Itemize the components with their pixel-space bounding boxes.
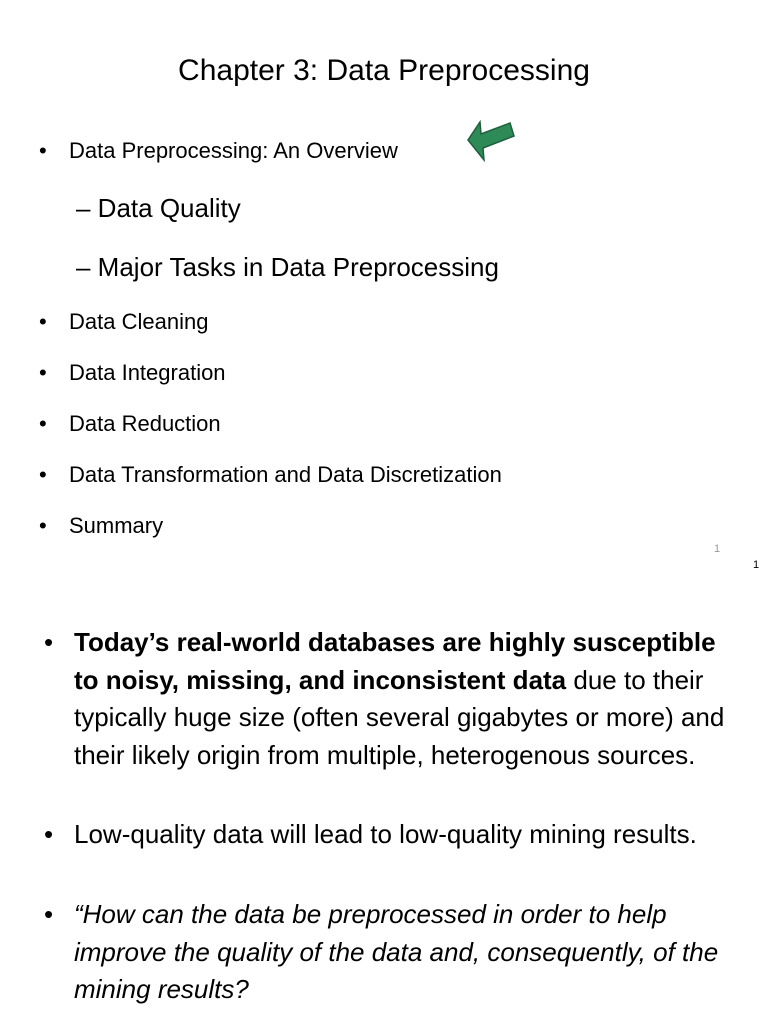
paragraph-bullet-1: • Today’s real-world databases are highly susceptible to noisy, missing, and inconsistent data due to their typically huge size (often several gigabytes or more) and their likely origin from multiple, heterogenous sources. [44,627,725,770]
page-number-faded: 1 [714,543,721,555]
bullet-item-transformation: • Data Transformation and Data Discretization [39,462,502,487]
page-number: 1 [753,559,760,571]
bullet-item-reduction: • Data Reduction [39,411,221,436]
bullet-item-cleaning: • Data Cleaning [39,309,209,334]
paragraph-bullet-2: • Low-quality data will lead to low-quality mining results. [44,819,697,849]
green-arrow-icon [466,116,516,162]
subitem-major-tasks: – Major Tasks in Data Preprocessing [76,252,499,282]
slide-title: Chapter 3: Data Preprocessing [178,54,590,87]
bullet-item-overview: • Data Preprocessing: An Overview [39,138,398,163]
slide-2 [0,620,768,1024]
subitem-data-quality: – Data Quality [76,193,241,223]
paragraph-bullet-3: • “How can the data be preprocessed in order to help improve the quality of the data and, consequently, of the mining results? [44,899,719,1004]
bullet-item-integration: • Data Integration [39,360,226,385]
bullet-item-summary: • Summary [39,513,164,538]
